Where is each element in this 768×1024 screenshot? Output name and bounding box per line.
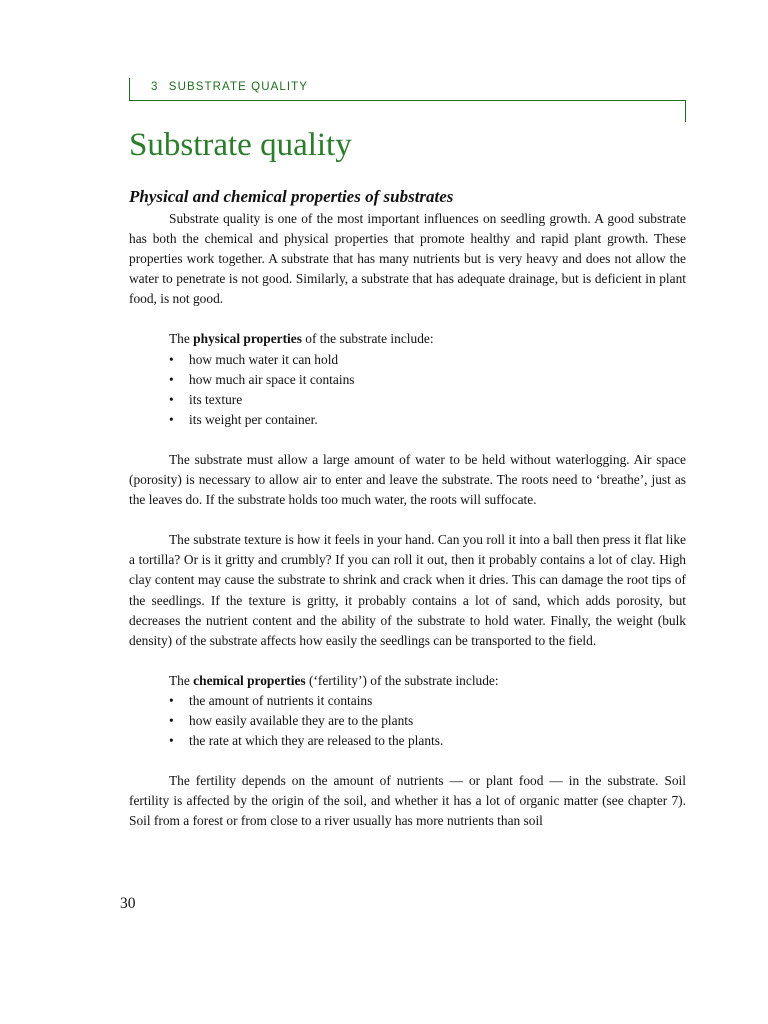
list-item: • its texture xyxy=(169,390,686,410)
chemical-properties-list xyxy=(129,691,686,751)
chapter-title: Substrate quality xyxy=(129,127,352,163)
paragraph-texture: The substrate texture is how it feels in your hand. Can you roll it into a ball then press it flat like a tortilla? Or is it gritty and crumbly? If you can roll it out, then it probably contains a lot of clay. High clay content may cause the substrate to shrink and crack when it dries. This can damage the root tips of the seedlings. If the texture is gritty, it probably contains a lot of sand, which adds porosity, but decreases the nutrient content and the ability of the substrate to hold water. Finally, the weight (bulk density) of the substrate affects how easily the seedlings can be transported to the field. xyxy=(129,532,686,648)
list-item: • the rate at which they are released to the plants. xyxy=(169,731,686,751)
paragraph-intro: Substrate quality is one of the most important influences on seedling growth. A good substrate has both the chemical and physical properties that promote healthy and rapid plant growth. These properties work together. A substrate that has many nutrients but is very heavy and does not allow the water to penetrate is not good. Similarly, a substrate that has adequate drainage, but is deficient in plant food, is not good. xyxy=(129,211,686,307)
list-item: • its weight per container. xyxy=(169,410,686,430)
physical-properties-list xyxy=(129,350,686,430)
chemical-properties-intro: The chemical properties (‘fertility’) of the substrate include: xyxy=(169,672,499,688)
bullet: • xyxy=(169,351,174,367)
list-item: • how easily available they are to the plants xyxy=(169,711,686,731)
main-content xyxy=(129,185,686,831)
bullet: • xyxy=(169,712,174,728)
bullet: • xyxy=(169,733,174,749)
physical-properties-term: physical properties xyxy=(193,331,302,347)
chemical-properties-term: chemical properties xyxy=(193,672,306,688)
bullet: • xyxy=(169,371,174,387)
list-item: • the amount of nutrients it contains xyxy=(169,691,686,711)
physical-properties-intro: The physical properties of the substrate include: xyxy=(169,331,434,347)
section-heading: Physical and chemical properties of substrates xyxy=(129,187,454,206)
header-rule xyxy=(129,100,686,101)
running-head xyxy=(151,81,308,93)
running-head-chapter-title: SUBSTRATE QUALITY xyxy=(168,81,309,93)
paragraph-water-air: The substrate must allow a large amount of water to be held without waterlogging. Air space (porosity) is necessary to allow air to enter and leave the substrate. The roots need to ‘breathe’, just as the leaves do. If the substrate holds too much water, the roots will suffocate. xyxy=(129,451,686,508)
header-rule-left xyxy=(129,78,130,100)
list-item: • how much water it can hold xyxy=(169,350,686,370)
page-number: 30 xyxy=(120,895,136,912)
running-head-chapter-number: 3 xyxy=(151,81,159,93)
paragraph-fertility: The fertility depends on the amount of nutrients — or plant food — in the substrate. Soil fertility is affected by the origin of the soil, and whether it has a lot of organic matter (see chapter 7). Soil from a forest or from close to a river usually has more nutrients than soil xyxy=(129,773,686,829)
bullet: • xyxy=(169,391,174,407)
list-item: • how much air space it contains xyxy=(169,370,686,390)
bullet: • xyxy=(169,411,174,427)
header-rule-right xyxy=(685,100,686,122)
bullet: • xyxy=(169,692,174,708)
